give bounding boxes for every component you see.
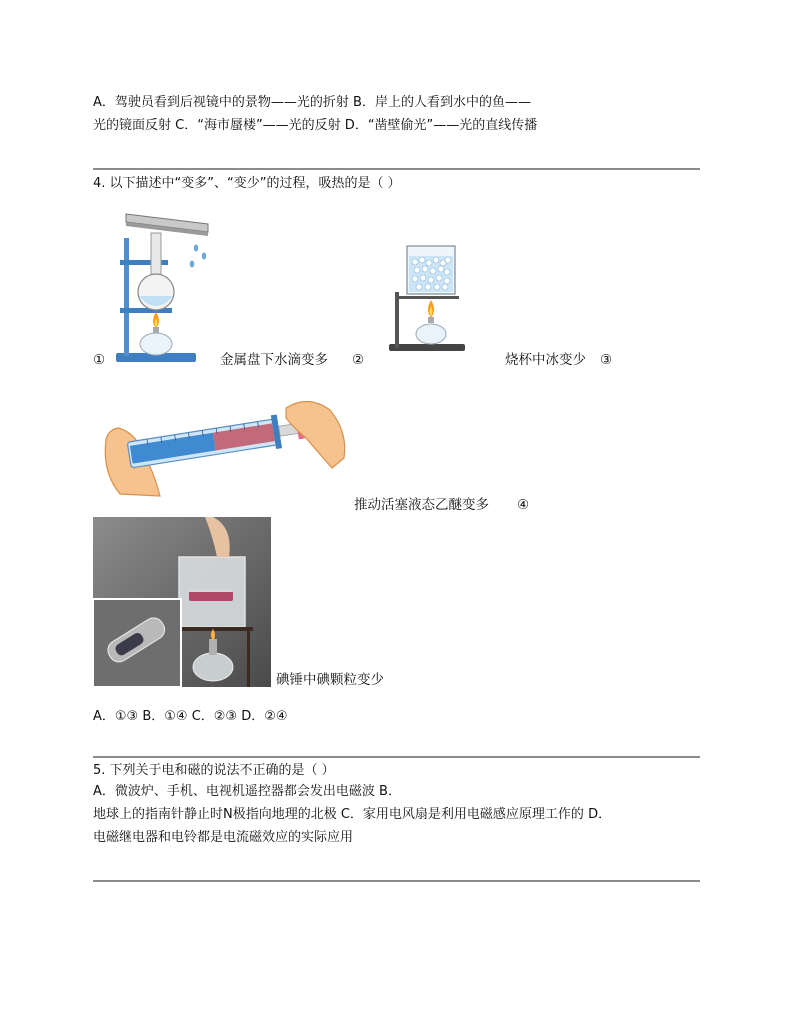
- caption-3-number: ③: [600, 352, 613, 368]
- figure-ice-beaker: [385, 240, 475, 355]
- divider: [93, 756, 700, 758]
- q4-stem: 4. 以下描述中“变多”、“变少”的过程，吸热的是（ ）: [93, 176, 401, 191]
- q5-options-line-3: 电磁继电器和电铃都是电流磁效应的实际应用: [93, 830, 354, 845]
- figure-syringe: [98, 388, 353, 500]
- caption-1-text: 金属盘下水滴变多: [220, 352, 328, 368]
- caption-4-number: ④: [517, 497, 530, 513]
- q4-options: A．①③ B．①④ C．②③ D．②④: [93, 709, 288, 724]
- caption-4-text: 碘锤中碘颗粒变少: [276, 672, 384, 688]
- caption-2-number: ②: [352, 352, 365, 368]
- q3-options-line-1: A．驾驶员看到后视镜中的景物——光的折射 B．岸上的人看到水中的鱼——: [93, 95, 531, 110]
- q5-options-line-1: A．微波炉、手机、电视机遥控器都会发出电磁波 B．: [93, 784, 401, 799]
- q3-options-line-2: 光的镜面反射 C．“海市蜃楼”——光的反射 D．“凿壁偷光”——光的直线传播: [93, 118, 538, 133]
- figure-flask-apparatus: [112, 208, 222, 368]
- q5-options-line-2: 地球上的指南针静止时N极指向地理的北极 C．家用电风扇是利用电磁感应原理工作的 D．: [93, 807, 612, 822]
- caption-2-text: 烧杯中冰变少: [505, 352, 586, 368]
- caption-3-text: 推动活塞液态乙醚变多: [354, 497, 489, 513]
- divider: [93, 880, 700, 882]
- q5-stem: 5. 下列关于电和磁的说法不正确的是（ ）: [93, 763, 335, 778]
- divider: [93, 168, 700, 170]
- caption-1-number: ①: [93, 352, 106, 368]
- figure-iodine-hammer-photo: [93, 517, 271, 687]
